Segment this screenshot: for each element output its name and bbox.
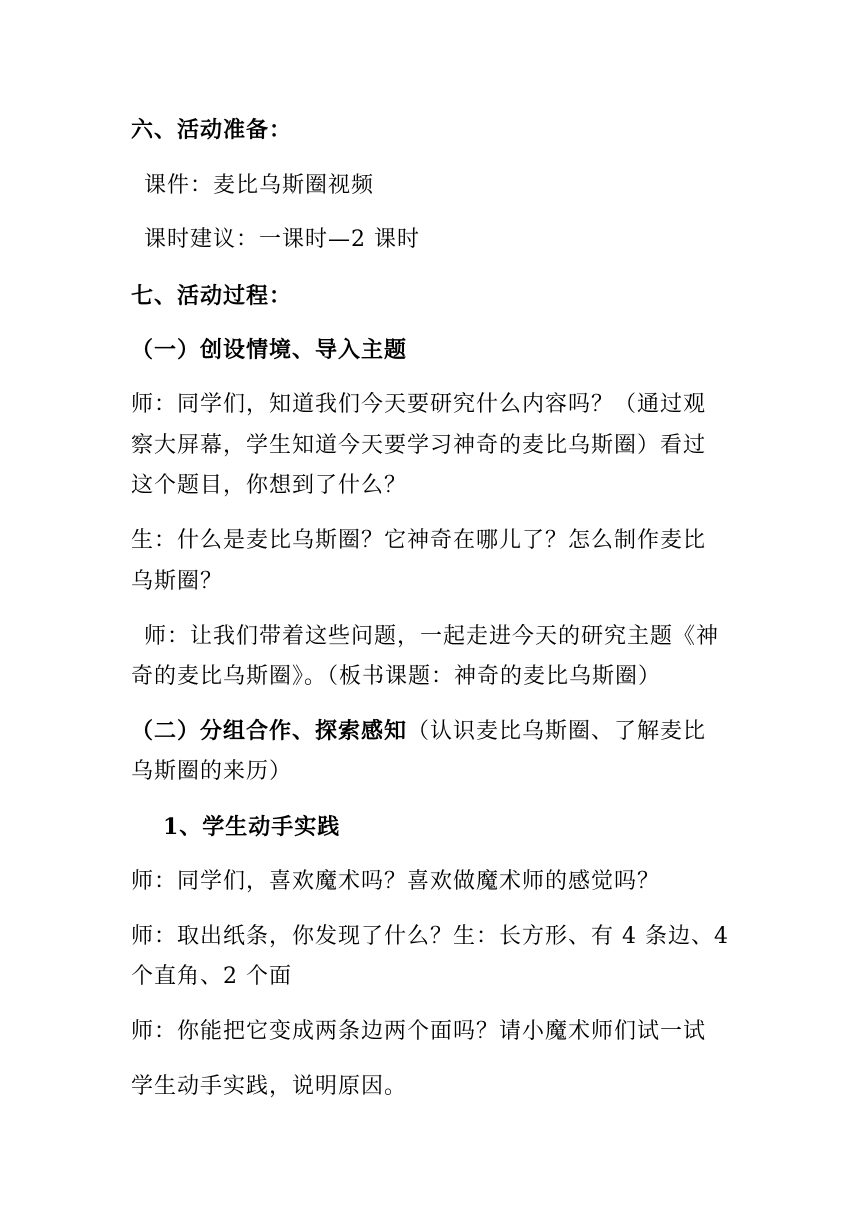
subheading-group-cooperation-line2: 乌斯圈的来历） [131,759,293,784]
subheading-group-cooperation-note: （认识麦比乌斯圈、了解麦比 [407,719,707,744]
paragraph-paper-strip-line1: 师：取出纸条，你发现了什么？生：长方形、有 4 条边、4 [131,924,729,949]
paragraph-teacher-intro-line1: 师：同学们，知道我们今天要研究什么内容吗？（通过观 [131,392,707,417]
paragraph-teacher-challenge: 师：你能把它变成两条边两个面吗？请小魔术师们试一试 [131,1019,707,1044]
courseware-line: 课件：麦比乌斯圈视频 [144,173,375,198]
heading-activity-preparation: 六、活动准备： [131,117,293,143]
paragraph-student-questions-line1: 生：什么是麦比乌斯圈？它神奇在哪儿了？怎么制作麦比 [131,528,707,553]
paragraph-teacher-topic-line2: 奇的麦比乌斯圈》。（板书课题：神奇的麦比乌斯圈） [131,664,662,689]
lesson-suggestion-line: 课时建议：一课时—2 课时 [144,227,420,252]
paragraph-student-practice: 学生动手实践，说明原因。 [131,1074,408,1099]
paragraph-teacher-topic-line1: 师：让我们带着这些问题，一起走进今天的研究主题《神 [144,624,720,649]
heading-activity-process: 七、活动过程： [131,283,293,309]
subheading-create-scenario: （一）创设情境、导入主题 [131,337,408,363]
item-student-practice: 1、学生动手实践 [163,814,341,840]
subheading-group-cooperation-title: （二）分组合作、探索感知 [131,718,408,744]
subheading-group-cooperation [131,719,706,744]
paragraph-paper-strip-line2: 个直角、2 个面 [131,964,292,989]
paragraph-teacher-intro-line3: 这个题目，你想到了什么？ [131,473,408,498]
paragraph-teacher-intro-line2: 察大屏幕，学生知道今天要学习神奇的麦比乌斯圈）看过 [131,433,707,458]
paragraph-teacher-magic: 师：同学们，喜欢魔术吗？喜欢做魔术师的感觉吗？ [131,869,661,894]
paragraph-student-questions-line2: 乌斯圈？ [131,569,224,594]
